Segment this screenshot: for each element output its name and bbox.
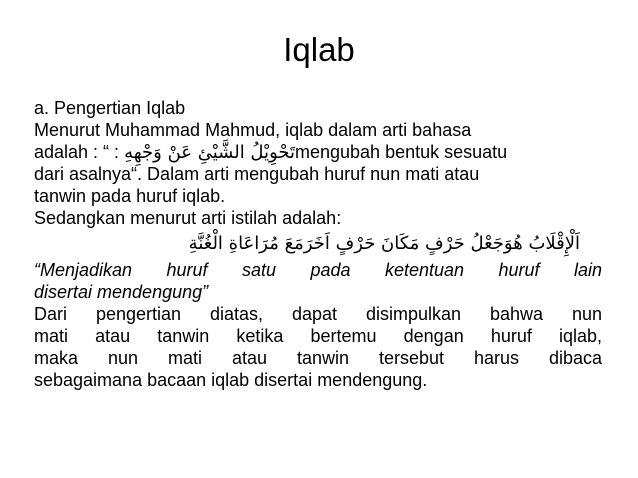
para1-line2-arabic: تَحْوِيْلُ الشَّيْئِ عَنْ وَجْهِهِ	[124, 142, 295, 163]
para1-line1: Menurut Muhammad Mahmud, iqlab dalam arti bahasa	[34, 120, 472, 140]
slide-title: Iqlab	[283, 31, 355, 68]
translation-line1: “Menjadikan huruf satu pada ketentuan huruf lain	[34, 260, 602, 280]
subheading: a. Pengertian Iqlab	[34, 98, 186, 118]
para1-line2	[34, 141, 602, 163]
translation-line2: disertai mendengung”	[34, 282, 209, 302]
para1-line2-suffix: mengubah bentuk sesuatu	[295, 142, 508, 162]
para1-line3: dari asalnya“. Dalam arti mengubah huruf nun mati atau	[34, 164, 480, 184]
conclusion-line1: Dari pengertian diatas, dapat disimpulkan bahwa nun	[34, 304, 602, 324]
para1-line2-prefix: adalah : “ :	[34, 142, 120, 162]
conclusion-line2: mati atau tanwin ketika bertemu dengan huruf iqlab,	[34, 326, 602, 346]
para2-intro: Sedangkan menurut arti istilah adalah:	[34, 208, 342, 228]
conclusion-line4: sebagaimana bacaan iqlab disertai mendengung.	[34, 370, 428, 390]
conclusion-line3: maka nun mati atau tanwin tersebut harus dibaca	[34, 348, 602, 368]
arabic-definition: اَلْإِقْلَابُ هُوَجَعْلُ حَرْفٍ مَكَانَ حَرْفٍ اَخَرَمَعَ مُرَاعَاةِ الْغُنَّةِ	[188, 233, 580, 254]
para1-line4: tanwin pada huruf iqlab.	[34, 186, 226, 206]
slide-content	[34, 97, 602, 391]
